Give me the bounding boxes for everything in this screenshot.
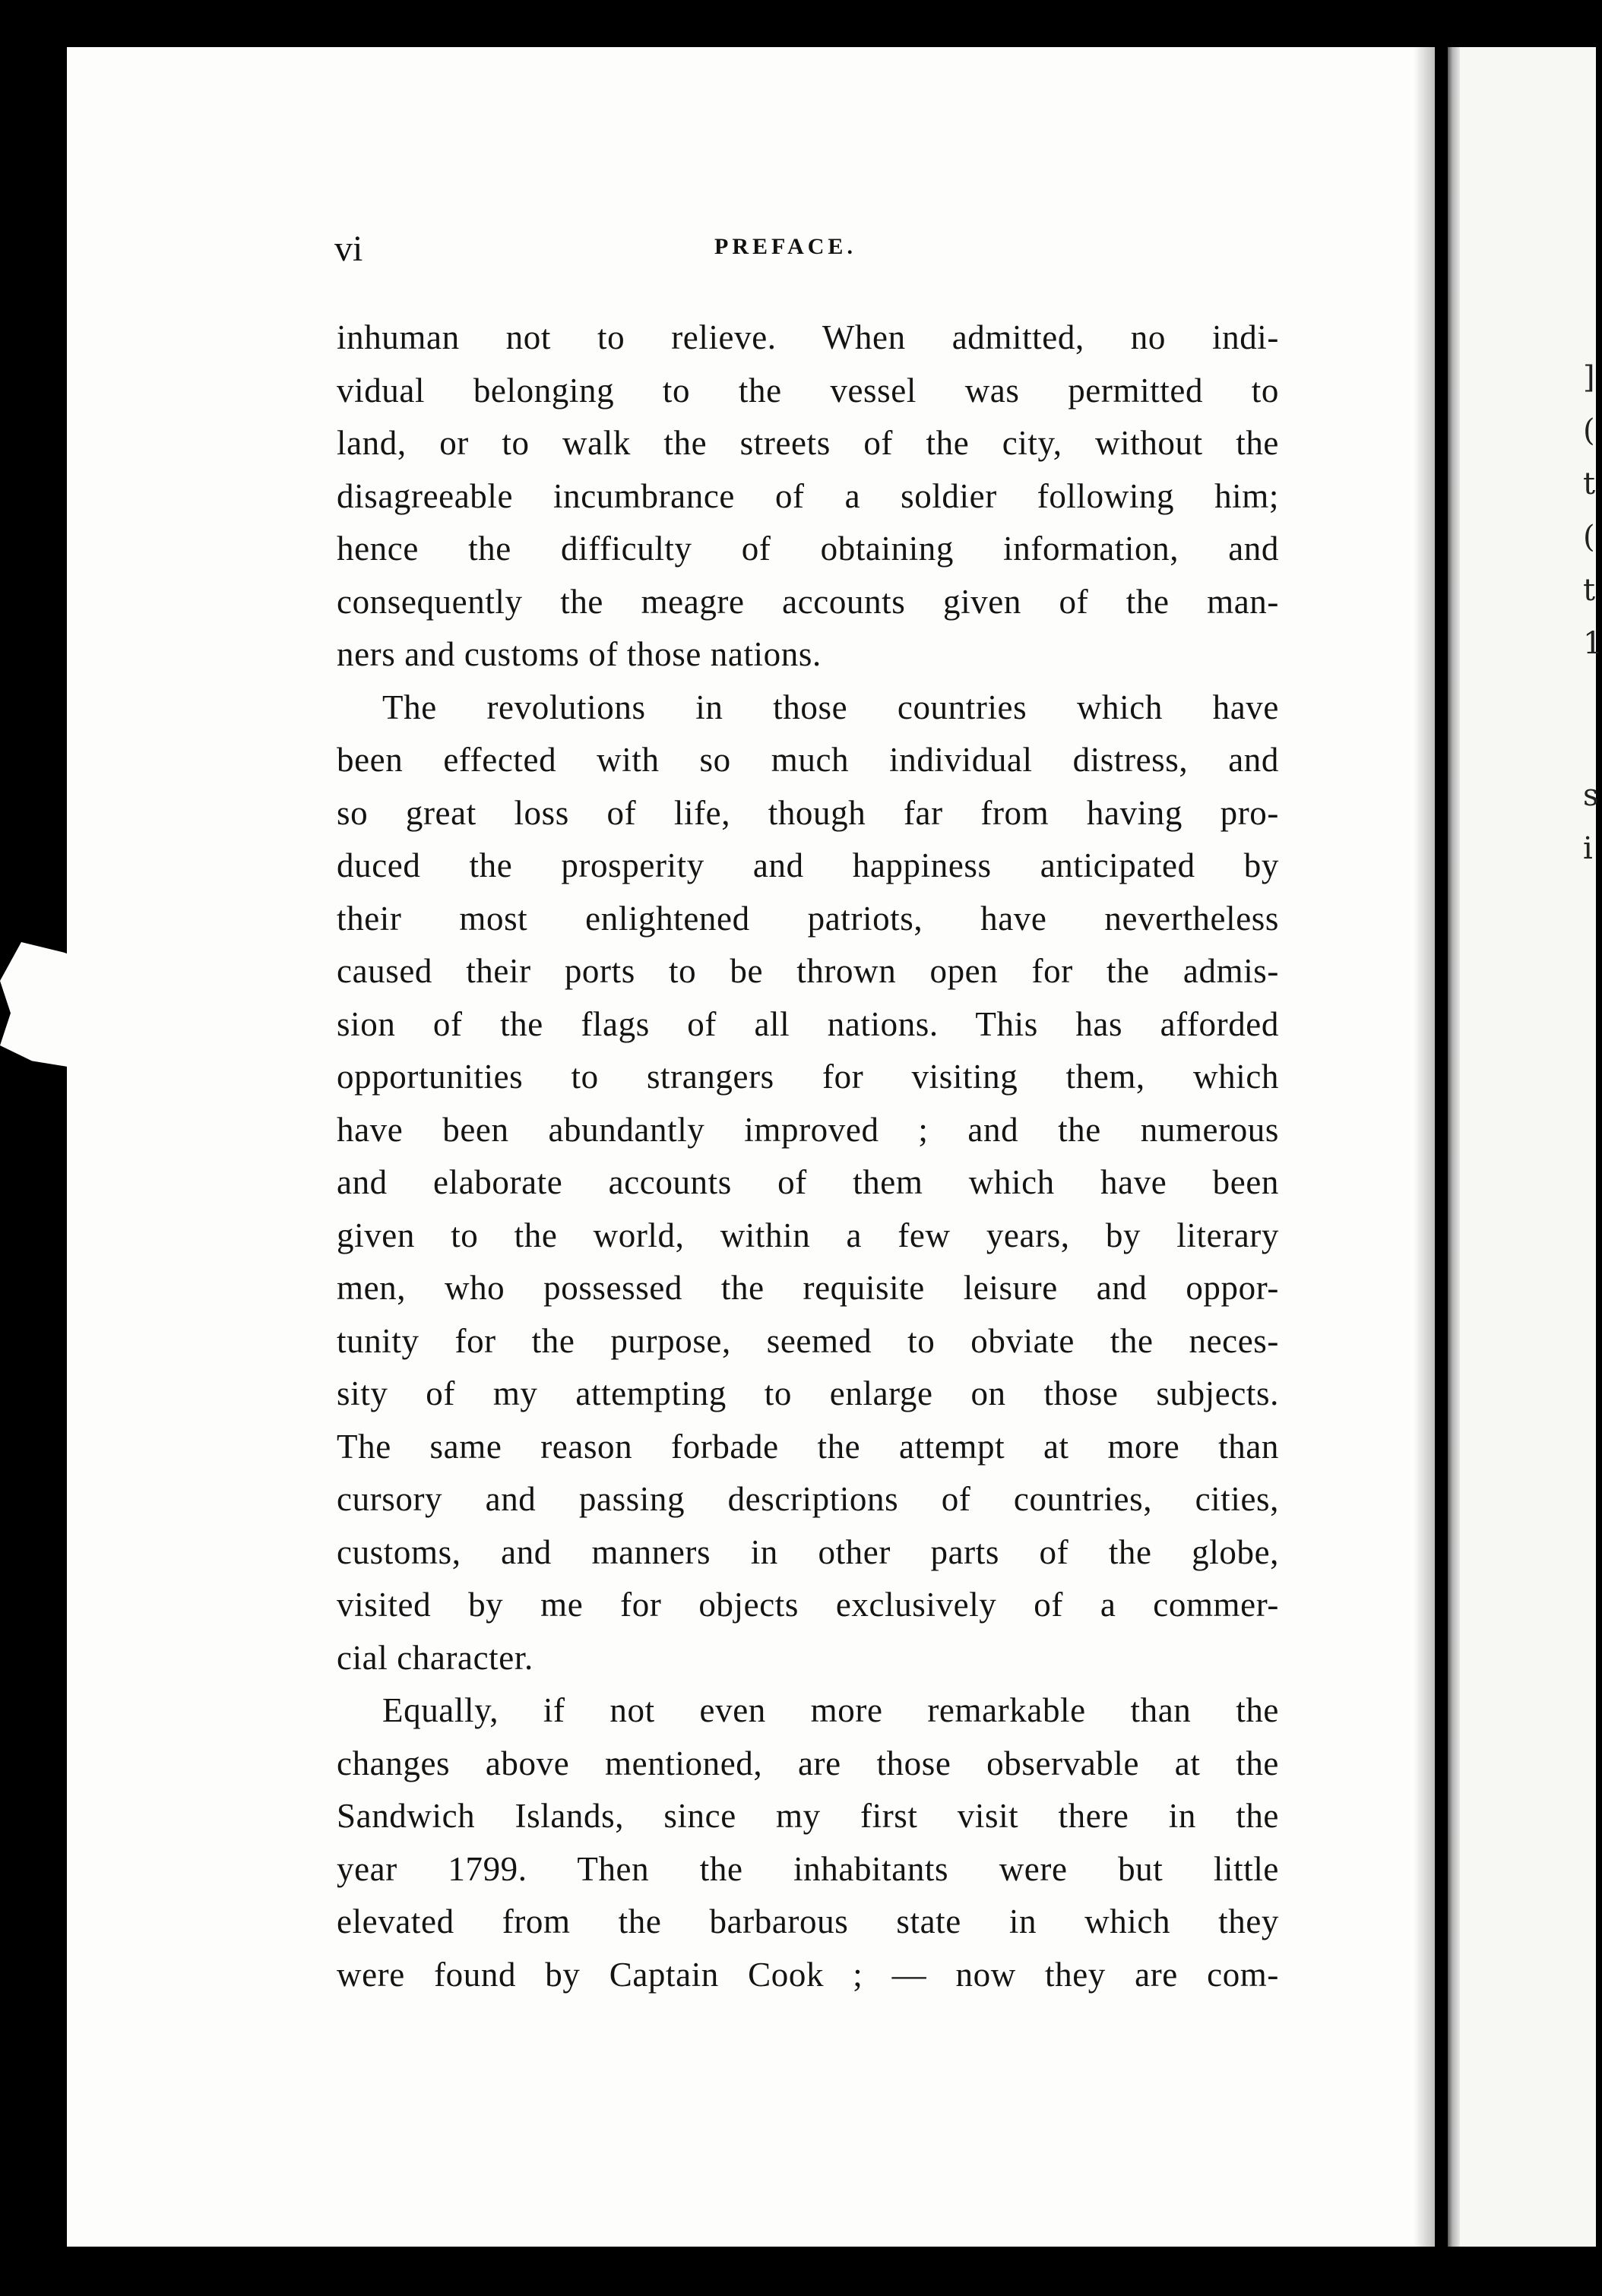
text-line: men, who possessed the requisite leisure and oppor- xyxy=(337,1269,1279,1307)
text-line: Sandwich Islands, since my first visit there in the xyxy=(337,1797,1279,1835)
body-text xyxy=(337,312,1279,2001)
text-line: so great loss of life, though far from having pro- xyxy=(337,793,1279,832)
running-head: PREFACE. xyxy=(714,234,856,259)
text-line: duced the prosperity and happiness anticipated by xyxy=(337,846,1279,884)
text-line: visited by me for objects exclusively of a commer- xyxy=(337,1586,1279,1624)
paragraph xyxy=(337,312,1279,682)
facing-page-fragment: ( xyxy=(1583,413,1595,448)
text-line: been effected with so much individual distress, and xyxy=(337,741,1279,779)
page-number: vi xyxy=(334,229,363,269)
text-line: Equally, if not even more remarkable than the xyxy=(382,1691,1279,1729)
text-line: cial character. xyxy=(337,1638,533,1677)
text-line: ners and customs of those nations. xyxy=(337,635,822,673)
facing-page-fragment: i xyxy=(1583,831,1593,866)
paragraph xyxy=(337,1684,1279,2001)
text-line: The revolutions in those countries which have xyxy=(382,688,1279,726)
text-line: The same reason forbade the attempt at more than xyxy=(337,1427,1279,1466)
text-line: hence the difficulty of obtaining information, and xyxy=(337,530,1279,568)
text-line: tunity for the purpose, seemed to obviate the neces- xyxy=(337,1321,1279,1360)
paragraph xyxy=(337,682,1279,1685)
text-line: their most enlightened patriots, have nevertheless xyxy=(337,899,1279,938)
text-line: sion of the flags of all nations. This has afforded xyxy=(337,1004,1279,1043)
facing-page-fragment: s xyxy=(1583,778,1599,813)
text-line: consequently the meagre accounts given of the man- xyxy=(337,582,1279,621)
text-line: opportunities to strangers for visiting them, which xyxy=(337,1058,1279,1096)
text-line: caused their ports to be thrown open for the admis- xyxy=(337,952,1279,990)
text-line: were found by Captain Cook ; — now they are com- xyxy=(337,1955,1279,1994)
facing-page-fragment: ] xyxy=(1583,360,1595,395)
text-line: cursory and passing descriptions of countries, cities, xyxy=(337,1480,1279,1518)
text-line: sity of my attempting to enlarge on those subjects. xyxy=(337,1374,1279,1412)
facing-page-fragment: t xyxy=(1583,466,1596,501)
text-line: have been abundantly improved ; and the numerous xyxy=(337,1110,1279,1149)
text-line: disagreeable incumbrance of a soldier following him; xyxy=(337,476,1279,515)
text-line: year 1799. Then the inhabitants were but little xyxy=(337,1849,1279,1888)
text-line: land, or to walk the streets of the city, without the xyxy=(337,424,1279,462)
text-line: inhuman not to relieve. When admitted, no indi- xyxy=(337,318,1279,356)
facing-page-fragment: t xyxy=(1583,573,1596,608)
text-line: given to the world, within a few years, by literary xyxy=(337,1216,1279,1254)
page-header xyxy=(334,228,1368,274)
gutter-shadow xyxy=(1414,47,1444,2247)
text-line: and elaborate accounts of them which have been xyxy=(337,1163,1279,1201)
facing-page-edge xyxy=(1448,47,1460,2247)
text-line: changes above mentioned, are those observable at the xyxy=(337,1744,1279,1782)
facing-page-fragment: ( xyxy=(1583,520,1595,555)
text-line: vidual belonging to the vessel was permitted to xyxy=(337,371,1279,410)
text-line: customs, and manners in other parts of the globe, xyxy=(337,1532,1279,1571)
text-line: elevated from the barbarous state in which they xyxy=(337,1902,1279,1940)
facing-page-fragment: 1 xyxy=(1583,626,1602,661)
facing-page xyxy=(1448,47,1602,2247)
